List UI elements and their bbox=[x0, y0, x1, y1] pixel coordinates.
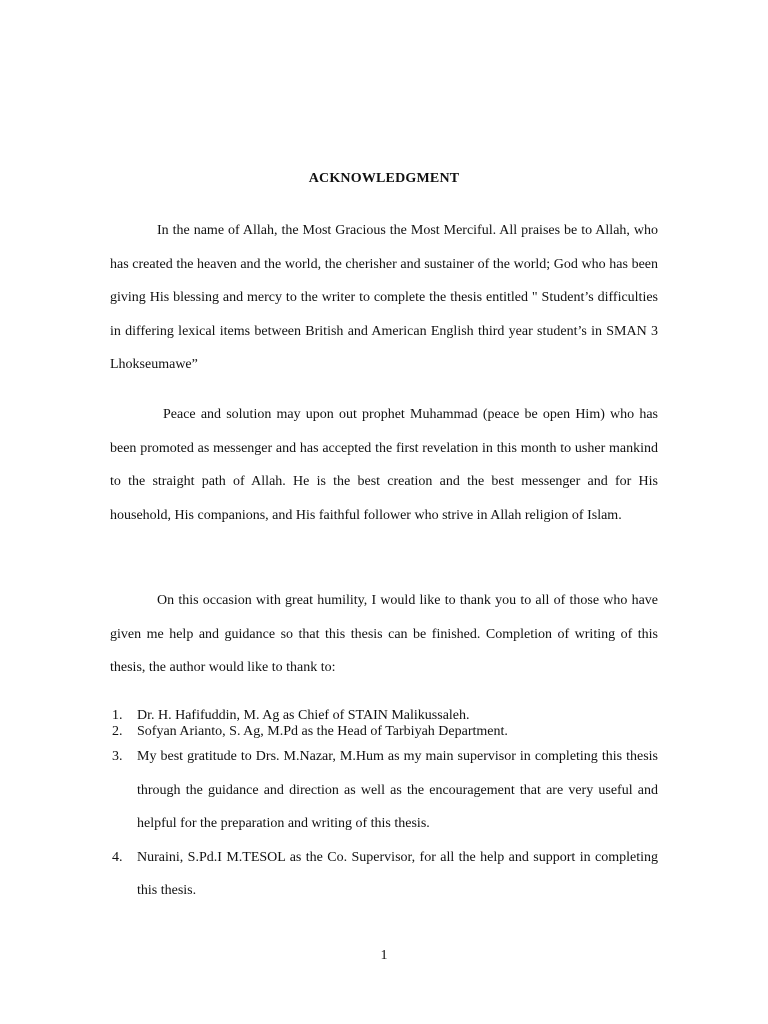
paragraph-thanks-intro: On this occasion with great humility, I would like to thank you to all of those who have given me help and guidance so that this thesis can be finished. Completion of writing of this thesis, the author would like to thank to: bbox=[110, 593, 658, 675]
list-item-number: 1. bbox=[112, 708, 123, 723]
list-item-number: 3. bbox=[112, 749, 123, 764]
page-title: ACKNOWLEDGMENT bbox=[308, 171, 460, 186]
paragraph-opening: In the name of Allah, the Most Gracious the Most Merciful. All praises be to Allah, who has created the heaven and the world, the cherisher and sustainer of the world; God who has been giving His blessing and mercy to the writer to complete the thesis entitled " Student’s difficulties in differing lexical items between British and American English third year student’s in SMAN 3 Lhokseumawe” bbox=[110, 223, 658, 372]
page-number: 1 bbox=[380, 948, 388, 963]
list-item bbox=[110, 841, 658, 908]
list-item-text: Sofyan Arianto, S. Ag, M.Pd as the Head of Tarbiyah Department. bbox=[137, 724, 508, 739]
paragraph-prophet: Peace and solution may upon out prophet Muhammad (peace be open Him) who has been promoted as messenger and has accepted the first revelation in this month to usher mankind to the straight path of Allah. He is the best creation and the best messenger and for His household, His companions, and His faithful follower who strive in Allah religion of Islam. bbox=[110, 407, 658, 523]
list-item-number: 2. bbox=[112, 724, 123, 739]
list-item-text: Nuraini, S.Pd.I M.TESOL as the Co. Supervisor, for all the help and support in completing this thesis. bbox=[137, 849, 658, 898]
list-item bbox=[110, 724, 658, 740]
list-item-number: 4. bbox=[112, 849, 123, 865]
list-item-text: My best gratitude to Drs. M.Nazar, M.Hum as my main supervisor in completing this thesis through the guidance and direction as well as the encouragement that are very useful and helpful for the preparation and writing of this thesis. bbox=[137, 749, 658, 831]
acknowledgment-list bbox=[110, 708, 658, 908]
list-item bbox=[110, 708, 658, 724]
list-item bbox=[110, 740, 658, 841]
list-item-text: Dr. H. Hafifuddin, M. Ag as Chief of STAIN Malikussaleh. bbox=[137, 708, 470, 723]
